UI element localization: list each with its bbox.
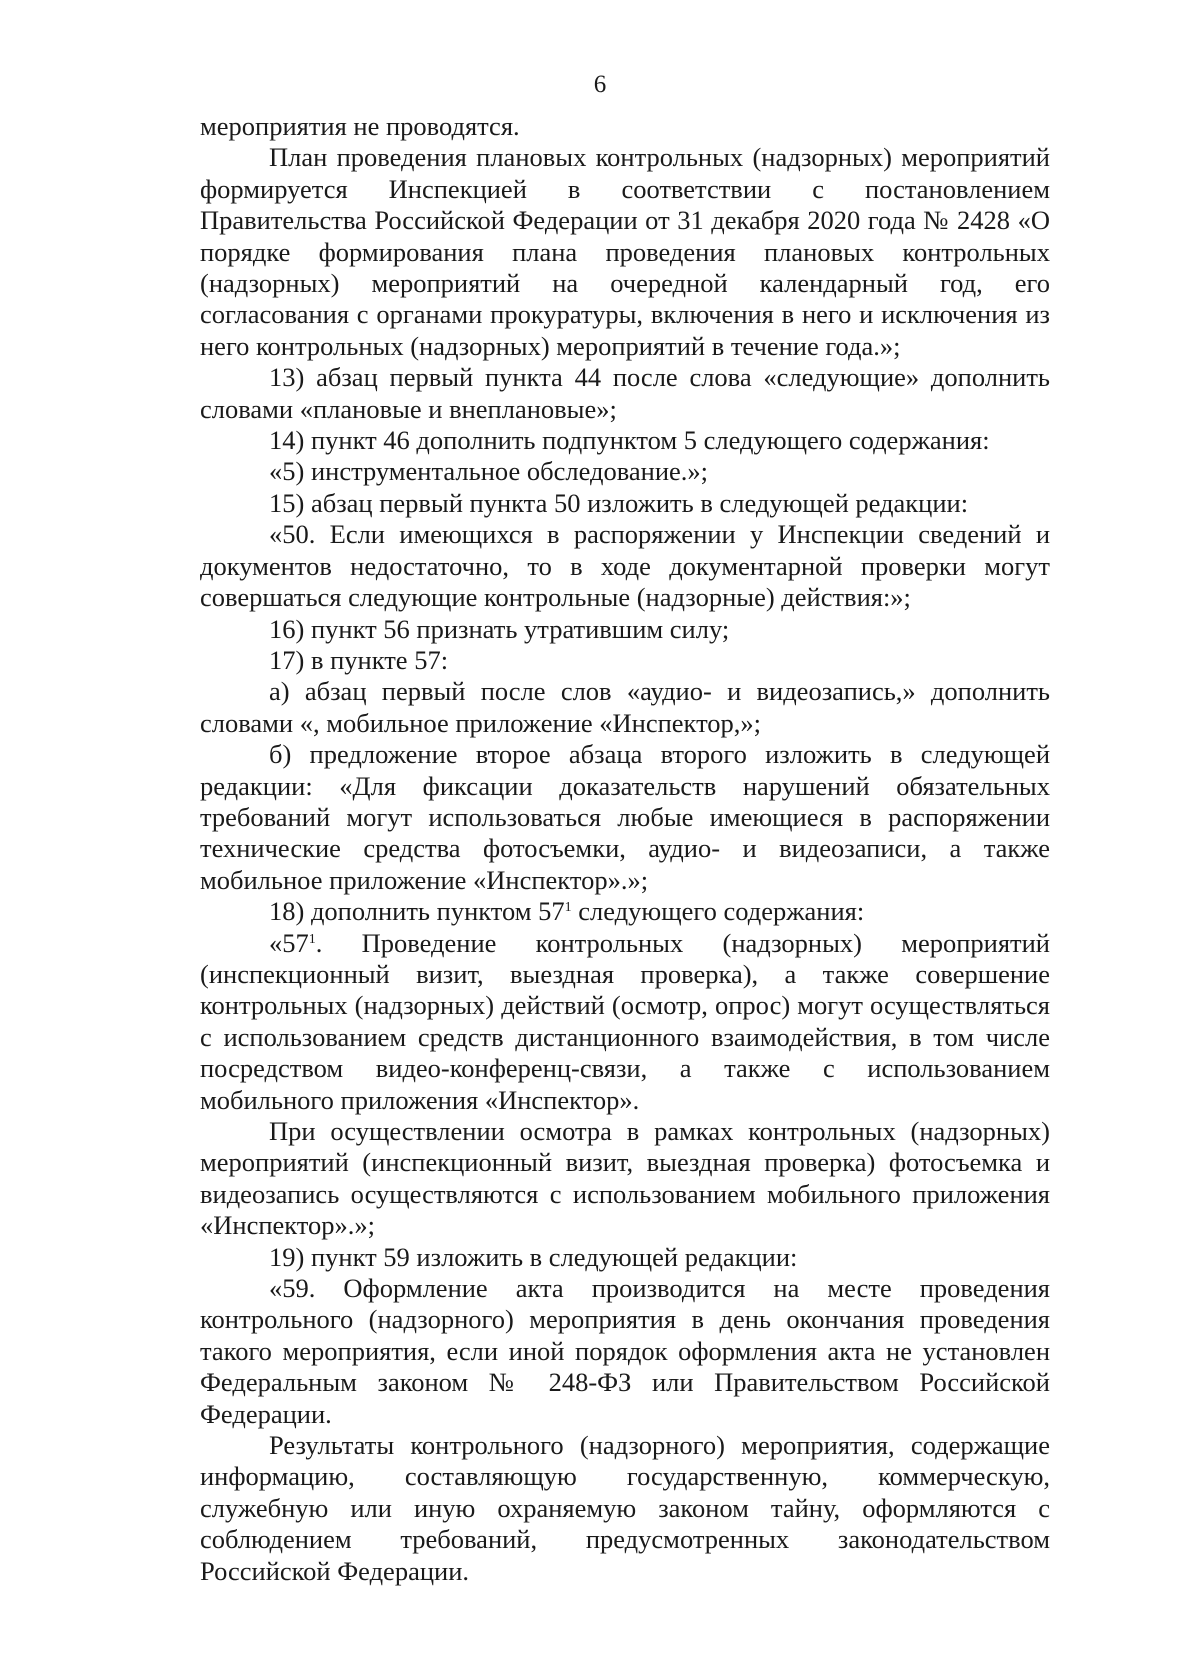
paragraph-text: . Проведение контрольных (надзорных) мероприятий (инспекционный визит, выездная проверка), а также совершение контрольных (надзорных) действий (осмотр, опрос) могут осуществляться с использованием средств дистанционного взаимодействия, в том числе посредством видео-конференц-связи, а также с использованием мобильного приложения «Инспектор». xyxy=(200,927,1050,1115)
paragraph: 13) абзац первый пункта 44 после слова «следующие» дополнить словами «плановые и внеплановые»; xyxy=(200,362,1050,424)
superscript: 1 xyxy=(308,931,316,947)
paragraph: 15) абзац первый пункта 50 изложить в следующей редакции: xyxy=(269,487,969,518)
paragraph-text: следующего содержания: xyxy=(571,896,865,927)
paragraph: «50. Если имеющихся в распоряжении у Инспекции сведений и документов недостаточно, то в ходе документарной проверки могут совершаться следующие контрольные (надзорные) действия:»; xyxy=(200,519,1050,613)
paragraph: мероприятия не проводятся. xyxy=(200,111,520,141)
paragraph: а) абзац первый после слов «аудио- и видеозапись,» дополнить словами «, мобильное приложение «Инспектор,»; xyxy=(200,676,1050,738)
paragraph-text: 18) дополнить пунктом 57 xyxy=(269,896,565,927)
paragraph: Результаты контрольного (надзорного) мероприятия, содержащие информацию, составляющую государственную, коммерческую, служебную или иную охраняемую законом тайну, оформляются с соблюдением требований, предусмотренных законодательством Российской Федерации. xyxy=(200,1430,1050,1586)
paragraph: «59. Оформление акта производится на месте проведения контрольного (надзорного) мероприятия в день окончания проведения такого мероприятия, если иной порядок оформления акта не установлен Федеральным законом № 248-ФЗ или Правительством Российской Федерации. xyxy=(200,1273,1050,1429)
superscript: 1 xyxy=(564,900,572,916)
paragraph-text: «57 xyxy=(269,927,309,958)
page-number: 6 xyxy=(593,71,607,98)
paragraph: План проведения плановых контрольных (надзорных) мероприятий формируется Инспекцией в соответствии с постановлением Правительства Российской Федерации от 31 декабря 2020 года № 2428 «О порядке формирования плана проведения плановых контрольных (надзорных) мероприятий на очередной календарный год, его согласования с органами прокуратуры, включения в него и исключения из него контрольных (надзорных) мероприятий в течение года.»; xyxy=(200,142,1050,361)
paragraph: При осуществлении осмотра в рамках контрольных (надзорных) мероприятий (инспекционный визит, выездная проверка) фотосъемка и видеозапись осуществляются с использованием мобильного приложения «Инспектор».»; xyxy=(200,1116,1050,1241)
paragraph: «5) инструментальное обследование.»; xyxy=(269,456,708,487)
paragraph xyxy=(200,928,1050,1116)
paragraph: 19) пункт 59 изложить в следующей редакции: xyxy=(269,1241,798,1272)
document-body xyxy=(200,111,1050,1587)
paragraph: 14) пункт 46 дополнить подпунктом 5 следующего содержания: xyxy=(269,425,990,456)
paragraph: 16) пункт 56 признать утратившим силу; xyxy=(269,613,730,644)
paragraph: б) предложение второе абзаца второго изложить в следующей редакции: «Для фиксации доказательств нарушений обязательных требований могут использоваться любые имеющиеся в распоряжении технические средства фотосъемки, аудио- и видеозаписи, а также мобильное приложение «Инспектор».»; xyxy=(200,739,1050,895)
paragraph xyxy=(200,896,1050,927)
paragraph: 17) в пункте 57: xyxy=(269,644,449,675)
